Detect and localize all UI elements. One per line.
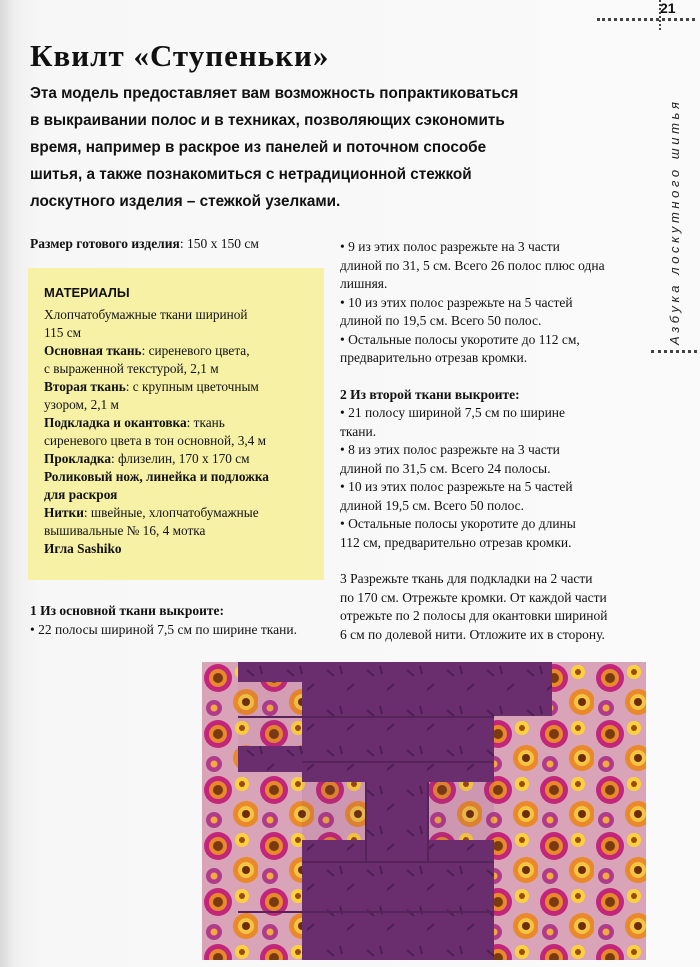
materials-item <box>44 324 308 342</box>
lead-line: в выкраивании полос и в техниках, позволяющих сэкономить <box>30 112 505 129</box>
page-number: 21 <box>660 0 676 16</box>
materials-item-text: сиреневого цвета в тон основной, 3,4 м <box>44 433 267 448</box>
materials-item-label: Роликовый нож, линейка и подложка <box>44 469 269 484</box>
instruction-line: • 21 полосу шириной 7,5 см по ширине <box>340 405 566 420</box>
instruction-line: • Остальные полосы укоротите до длины <box>340 516 576 531</box>
instruction-line: • 22 полосы шириной 7,5 см по ширине ткани. <box>30 621 297 637</box>
quilt-photo <box>202 662 646 960</box>
materials-item <box>44 378 308 396</box>
instruction-line: длиной по 19,5 см. Всего 50 полос. <box>340 313 542 328</box>
finished-size-label: Размер готового изделия <box>30 236 180 251</box>
lead-line: Эта модель предоставляет вам возможность попрактиковаться <box>30 85 519 102</box>
instruction-line: 112 см, предварительно отрезав кромки. <box>340 534 572 550</box>
materials-item-text: вышивальные № 16, 4 мотка <box>44 523 206 538</box>
lead-paragraph <box>30 80 590 215</box>
materials-item-text: 115 см <box>44 325 82 340</box>
materials-item <box>44 306 308 324</box>
instruction-line: предварительно отрезав кромки. <box>340 350 528 365</box>
materials-list <box>44 306 308 558</box>
side-rule <box>651 350 697 353</box>
page-title: Квилт «Ступеньки» <box>30 38 330 73</box>
materials-item <box>44 540 308 558</box>
instruction-line: 3 Разрежьте ткань для подкладки на 2 части <box>340 571 593 586</box>
section-side-label: Азбука лоскутного шитья <box>667 98 682 345</box>
header-rule <box>597 18 695 21</box>
materials-title: МАТЕРИАЛЫ <box>44 285 130 300</box>
materials-item-label: для раскроя <box>44 487 118 502</box>
materials-item <box>44 504 308 522</box>
lead-line: шитья, а также познакомиться с нетрадиционной стежкой <box>30 166 472 183</box>
instruction-line: длиной по 31,5 см. Всего 24 полосы. <box>340 460 551 476</box>
materials-item-label: Прокладка <box>44 451 111 466</box>
materials-item-label: Нитки <box>44 505 84 520</box>
materials-item-text: : швейные, хлопчатобумажные <box>83 505 259 520</box>
instruction-line: • 8 из этих полос разрежьте на 3 части <box>340 442 560 457</box>
instruction-line: ткани. <box>340 423 377 439</box>
paragraph-spacer <box>340 368 650 386</box>
materials-item-text: : флизелин, 170 х 170 см <box>111 451 250 466</box>
paragraph-spacer <box>340 552 650 570</box>
materials-item-text: : сиреневого цвета, <box>141 343 250 358</box>
instruction-line: длиной 19,5 см. Всего 50 полос. <box>340 497 525 513</box>
finished-size-value: : 150 х 150 см <box>179 236 259 251</box>
instruction-line: отрежьте по 2 полосы для окантовки шириной <box>340 608 608 623</box>
instruction-line: • Остальные полосы укоротите до 112 см, <box>340 331 580 347</box>
instruction-line: лишняя. <box>340 276 388 291</box>
materials-item-text: с выраженной текстурой, 2,1 м <box>44 361 219 376</box>
materials-item <box>44 486 308 504</box>
instruction-line: • 10 из этих полос разрежьте на 5 частей <box>340 294 573 310</box>
instruction-line: • 9 из этих полос разрежьте на 3 части <box>340 239 560 254</box>
materials-item-text: : с крупным цветочным <box>125 379 259 394</box>
instruction-line: по 170 см. Отрежьте кромки. От каждой части <box>340 589 607 605</box>
instruction-line: 6 см по долевой нити. Отложите их в сторону. <box>340 626 605 642</box>
materials-item <box>44 396 308 414</box>
lead-line: время, например в раскрое из панелей и поточном способе <box>30 139 487 156</box>
materials-item-text: узором, 2,1 м <box>44 397 119 412</box>
materials-box <box>28 268 324 580</box>
materials-item <box>44 522 308 540</box>
materials-item <box>44 432 308 450</box>
materials-item <box>44 360 308 378</box>
materials-item <box>44 342 308 360</box>
materials-item-text: : ткань <box>186 415 225 430</box>
instructions-right-column <box>340 238 650 644</box>
lead-line: лоскутного изделия – стежкой узелками. <box>30 193 341 210</box>
materials-item-label: Основная ткань <box>44 343 142 358</box>
materials-item-text: Хлопчатобумажные ткани шириной <box>44 307 248 322</box>
materials-item-label: Игла Sashiko <box>44 541 122 556</box>
instruction-line: длиной по 31, 5 см. Всего 26 полос плюс одна <box>340 257 605 273</box>
finished-size <box>30 236 330 252</box>
instructions-left-column <box>30 602 340 639</box>
quilt-illustration <box>202 662 646 960</box>
instruction-line: • 10 из этих полос разрежьте на 5 частей <box>340 479 573 494</box>
step-heading: 1 Из основной ткани выкроите: <box>30 603 224 618</box>
step-heading: 2 Из второй ткани выкроите: <box>340 386 520 402</box>
materials-item <box>44 468 308 486</box>
materials-item-label: Подкладка и окантовка <box>44 415 187 430</box>
materials-item-label: Вторая ткань <box>44 379 126 394</box>
materials-item <box>44 450 308 468</box>
materials-item <box>44 414 308 432</box>
